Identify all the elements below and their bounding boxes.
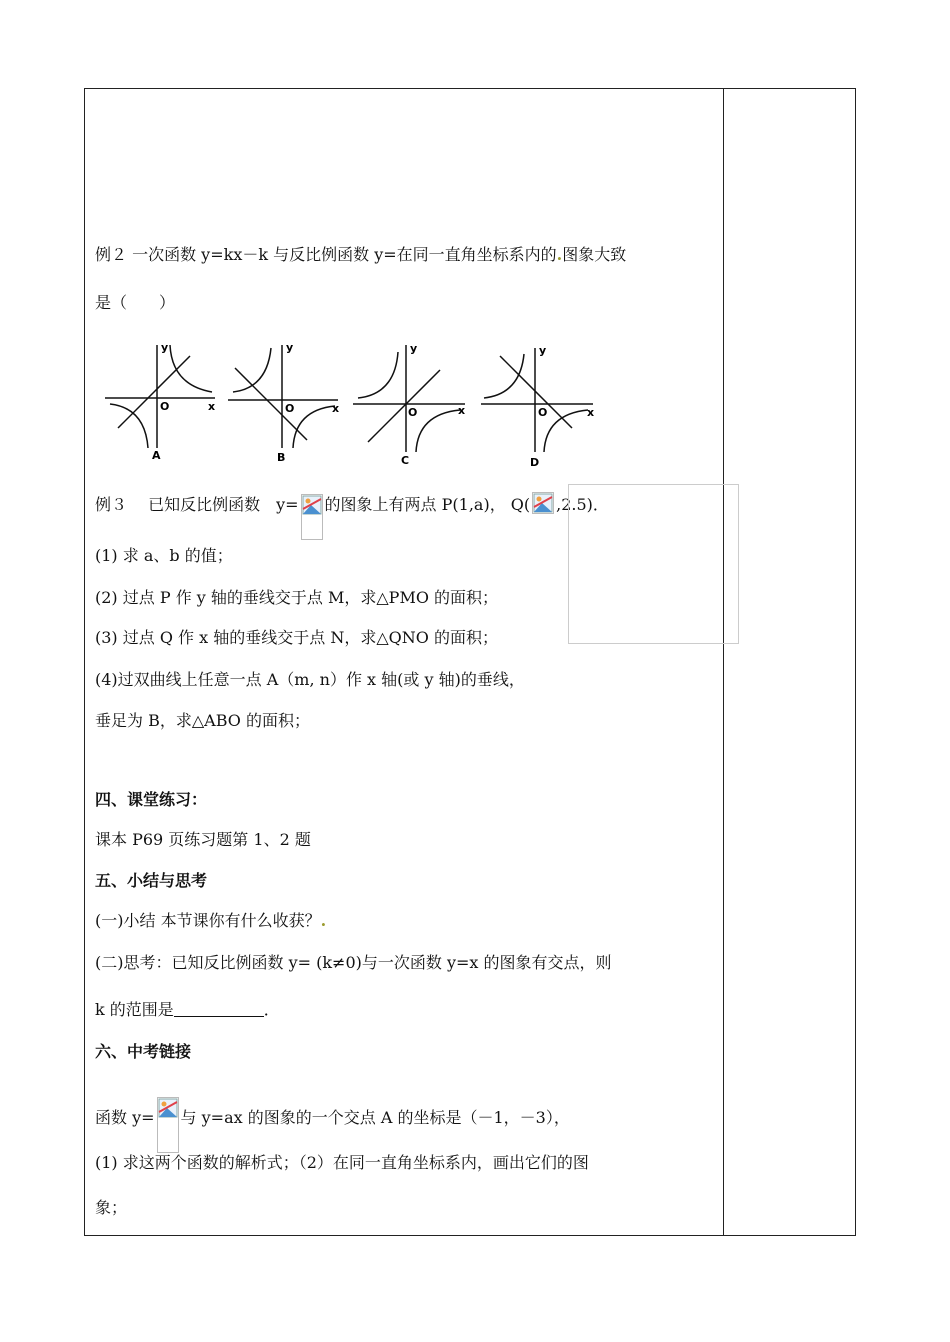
x-axis-label-b: x bbox=[332, 402, 340, 415]
origin-label-d: O bbox=[538, 406, 548, 419]
graph-b bbox=[228, 341, 339, 464]
section6-suffix: 与 y=ax 的图象的一个交点 A 的坐标是（－1，－3）， bbox=[180, 1108, 570, 1127]
example2-text-end: 图象大致 bbox=[562, 245, 627, 264]
example3-q3: (3) 过点 Q 作 x 轴的垂线交于点 N，求△QNO 的面积； bbox=[95, 628, 498, 647]
section6-line1 bbox=[95, 1097, 570, 1153]
example3-line bbox=[95, 492, 609, 540]
column-divider bbox=[723, 88, 724, 1236]
section4-text: 课本 P69 页练习题第 1、2 题 bbox=[95, 830, 311, 849]
graph-a bbox=[105, 341, 215, 462]
example3-q1: (1) 求 a、b 的值； bbox=[95, 546, 233, 565]
section6-line2: (1) 求这两个函数的解析式；（2）在同一直角坐标系内，画出它们的图 bbox=[95, 1153, 589, 1172]
section5-think-a: (二)思考：已知反比例函数 y= (k≠0)与一次函数 y=x 的图象有交点，则 bbox=[95, 953, 612, 972]
example2-line2: 是（ ） bbox=[95, 293, 176, 312]
x-axis-label-c: x bbox=[458, 404, 466, 417]
section6-line3: 象； bbox=[95, 1198, 128, 1217]
graph-label-d: D bbox=[530, 456, 540, 469]
graph-label-b: B bbox=[277, 451, 286, 464]
example3-q4b: 垂足为 B，求△ABO 的面积； bbox=[95, 711, 310, 730]
section5-summary bbox=[95, 911, 326, 931]
think-b-prefix: k 的范围是 bbox=[95, 1000, 174, 1019]
example3-end: ,2.5)． bbox=[556, 495, 609, 514]
broken-image-icon bbox=[157, 1097, 179, 1153]
image-placeholder-box bbox=[568, 484, 739, 644]
graph-c bbox=[353, 342, 465, 467]
example3-q2: (2) 过点 P 作 y 轴的垂线交于点 M，求△PMO 的面积； bbox=[95, 588, 499, 607]
example3-prefix: 例３ 已知反比例函数 y= bbox=[95, 495, 299, 514]
y-axis-label-b: y bbox=[286, 341, 294, 354]
section6-title: 六、中考链接 bbox=[95, 1042, 192, 1061]
summary-text: (一)小结 本节课你有什么收获？ bbox=[95, 911, 321, 930]
graph-label-c: C bbox=[401, 454, 410, 467]
think-b-suffix: ． bbox=[263, 1000, 280, 1019]
origin-label-c: O bbox=[408, 406, 418, 419]
section4-title: 四、课堂练习： bbox=[95, 790, 208, 809]
section5-title: 五、小结与思考 bbox=[95, 871, 208, 890]
x-axis-label-a: x bbox=[208, 400, 216, 413]
marker-dot: . bbox=[320, 911, 327, 930]
broken-image-icon bbox=[301, 494, 323, 540]
section5-think-b bbox=[95, 1000, 280, 1020]
origin-label-a: O bbox=[160, 400, 170, 413]
example3-mid: 的图象上有两点 P(1,a)， Q( bbox=[324, 495, 531, 514]
example2-line1 bbox=[95, 245, 626, 265]
y-axis-label-c: y bbox=[410, 342, 418, 355]
marker-dot: . bbox=[556, 245, 563, 264]
section6-prefix: 函数 y= bbox=[95, 1108, 155, 1127]
graph-d bbox=[481, 344, 594, 469]
y-axis-label-d: y bbox=[539, 344, 547, 357]
y-axis-label-a: y bbox=[161, 341, 169, 354]
answer-blank bbox=[174, 1002, 264, 1017]
graph-options bbox=[100, 340, 600, 470]
example2-text: 例２ 一次函数 y=kx－k 与反比例函数 y=在同一直角坐标系内的 bbox=[95, 245, 557, 264]
graph-label-a: A bbox=[152, 449, 161, 462]
origin-label-b: O bbox=[285, 402, 295, 415]
example3-q4a: (4)过双曲线上任意一点 A（m, n）作 x 轴(或 y 轴)的垂线， bbox=[95, 670, 525, 689]
x-axis-label-d: x bbox=[587, 406, 595, 419]
broken-image-icon bbox=[532, 492, 554, 514]
